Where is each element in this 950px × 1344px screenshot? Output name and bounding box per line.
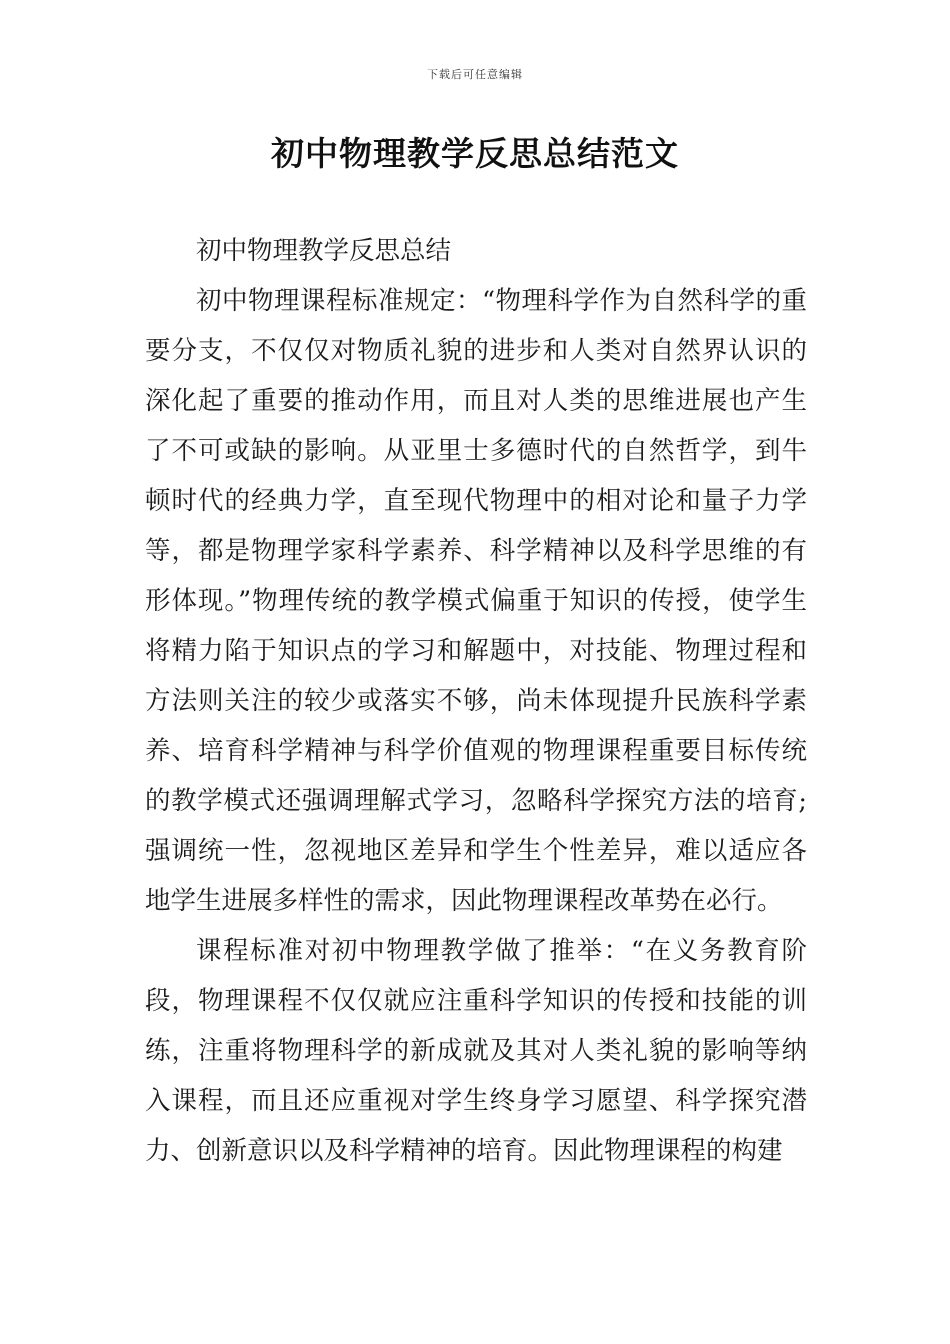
document-title: 初中物理教学反思总结范文 xyxy=(271,134,679,173)
document-body xyxy=(145,226,807,1176)
paragraph: 初中物理课程标准规定：“物理科学作为自然科学的重要分支，不仅仅对物质礼貌的进步和人类对自然界认识的深化起了重要的推动作用，而且对人类的思维进展也产生了不可或缺的影响。从亚里士多德时代的自然哲学，到牛顿时代的经典力学，直至现代物理中的相对论和量子力学等，都是物理学家科学素养、科学精神以及科学思维的有形体现。”物理传统的教学模式偏重于知识的传授，使学生将精力陷于知识点的学习和解题中，对技能、物理过程和方法则关注的较少或落实不够，尚未体现提升民族科学素养、培育科学精神与科学价值观的物理课程重要目标传统的教学模式还强调理解式学习，忽略科学探究方法的培育;强调统一性，忽视地区差异和学生个性差异，难以适应各地学生进展多样性的需求，因此物理课程改革势在必行。 xyxy=(145,286,807,916)
paragraph: 课程标准对初中物理教学做了推举：“在义务教育阶段，物理课程不仅仅就应注重科学知识的传授和技能的训练，注重将物理科学的新成就及其对人类礼貌的影响等纳入课程，而且还应重视对学生终身学习愿望、科学探究潜力、创新意识以及科学精神的培育。因此物理课程的构建 xyxy=(145,936,807,1166)
header-note: 下载后可任意编辑 xyxy=(427,68,523,81)
paragraph-subtitle: 初中物理教学反思总结 xyxy=(196,236,452,266)
